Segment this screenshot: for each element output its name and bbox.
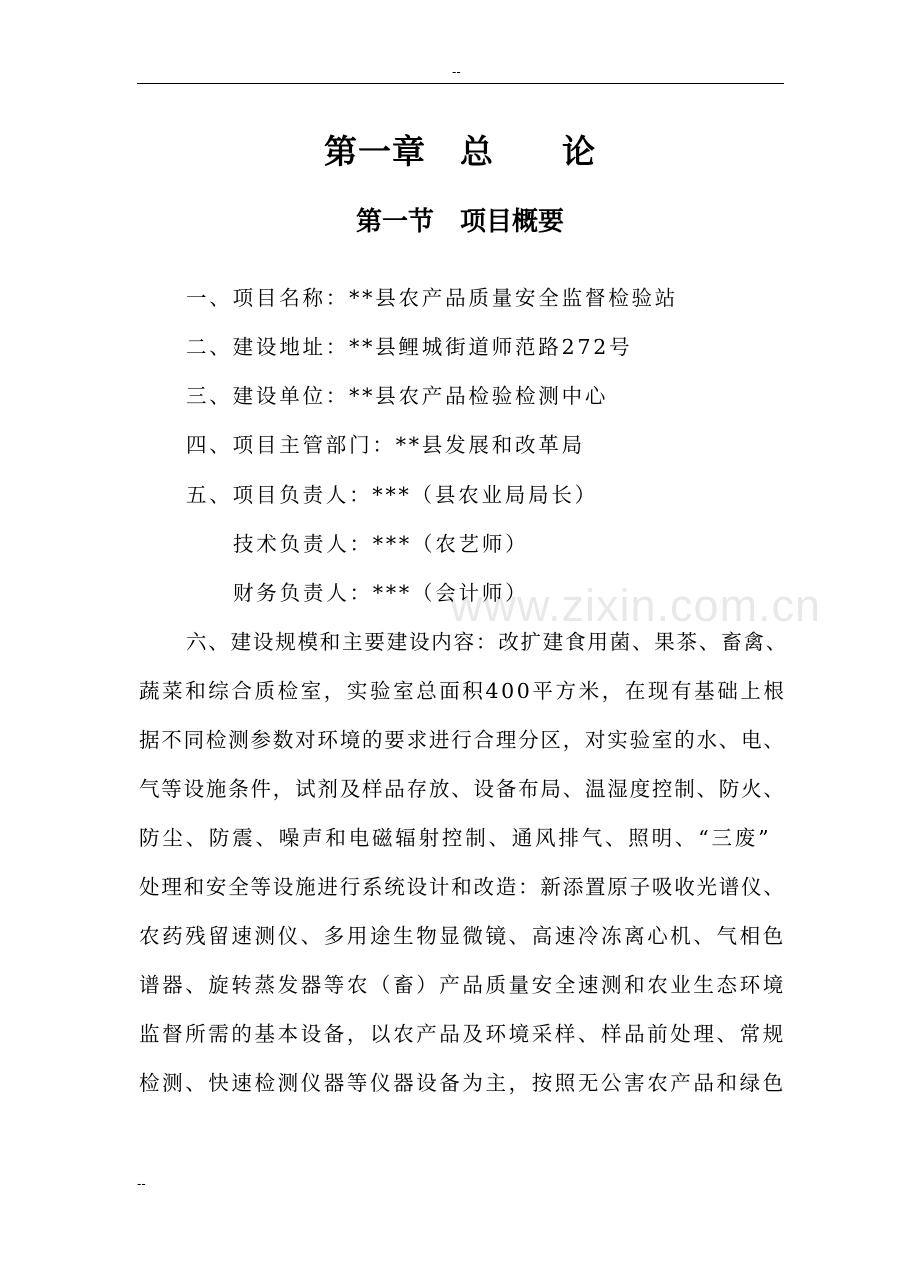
item-finance-leader: 财务负责人：***（会计师）: [233, 581, 529, 605]
paragraph-line: 六、建设规模和主要建设内容：改扩建食用菌、果茶、畜禽、: [186, 630, 789, 654]
item-supervising-department: 四、项目主管部门：**县发展和改革局: [186, 433, 585, 457]
paragraph-line: 气等设施条件，试剂及样品存放、设备布局、温湿度控制、防火、: [139, 777, 786, 801]
paragraph-line: 谱器、旋转蒸发器等农（畜）产品质量安全速测和农业生态环境: [139, 973, 786, 997]
item-project-leader: 五、项目负责人：***（县农业局局长）: [186, 483, 598, 507]
section-title: 第一节 项目概要: [355, 207, 564, 237]
paragraph-line: 处理和安全等设施进行系统设计和改造：新添置原子吸收光谱仪、: [139, 875, 786, 899]
paragraph-line: 防尘、防震、噪声和电磁辐射控制、通风排气、照明、“三废”: [139, 826, 772, 850]
watermark: www.zixin.com.cn: [450, 580, 822, 631]
chapter-title: 第一章 总 论: [324, 132, 596, 171]
item-construction-unit: 三、建设单位：**县农产品检验检测中心: [186, 384, 609, 408]
paragraph-line: 蔬菜和综合质检室，实验室总面积400平方米，在现有基础上根: [139, 679, 787, 703]
paragraph-line: 农药残留速测仪、多用途生物显微镜、高速冷冻离心机、气相色: [139, 924, 786, 948]
paragraph-line: 检测、快速检测仪器等仪器设备为主，按照无公害农产品和绿色: [139, 1071, 786, 1095]
header-rule: [137, 83, 784, 84]
header-mark: --: [452, 64, 461, 79]
item-project-name: 一、项目名称：**县农产品质量安全监督检验站: [186, 286, 679, 310]
paragraph-line: 据不同检测参数对环境的要求进行合理分区，对实验室的水、电、: [139, 728, 786, 752]
footer-mark: --: [137, 1176, 146, 1191]
item-construction-address: 二、建设地址：**县鲤城街道师范路272号: [186, 335, 633, 359]
paragraph-line: 监督所需的基本设备，以农产品及环境采样、样品前处理、常规: [139, 1022, 786, 1046]
item-technical-leader: 技术负责人：***（农艺师）: [233, 532, 529, 556]
